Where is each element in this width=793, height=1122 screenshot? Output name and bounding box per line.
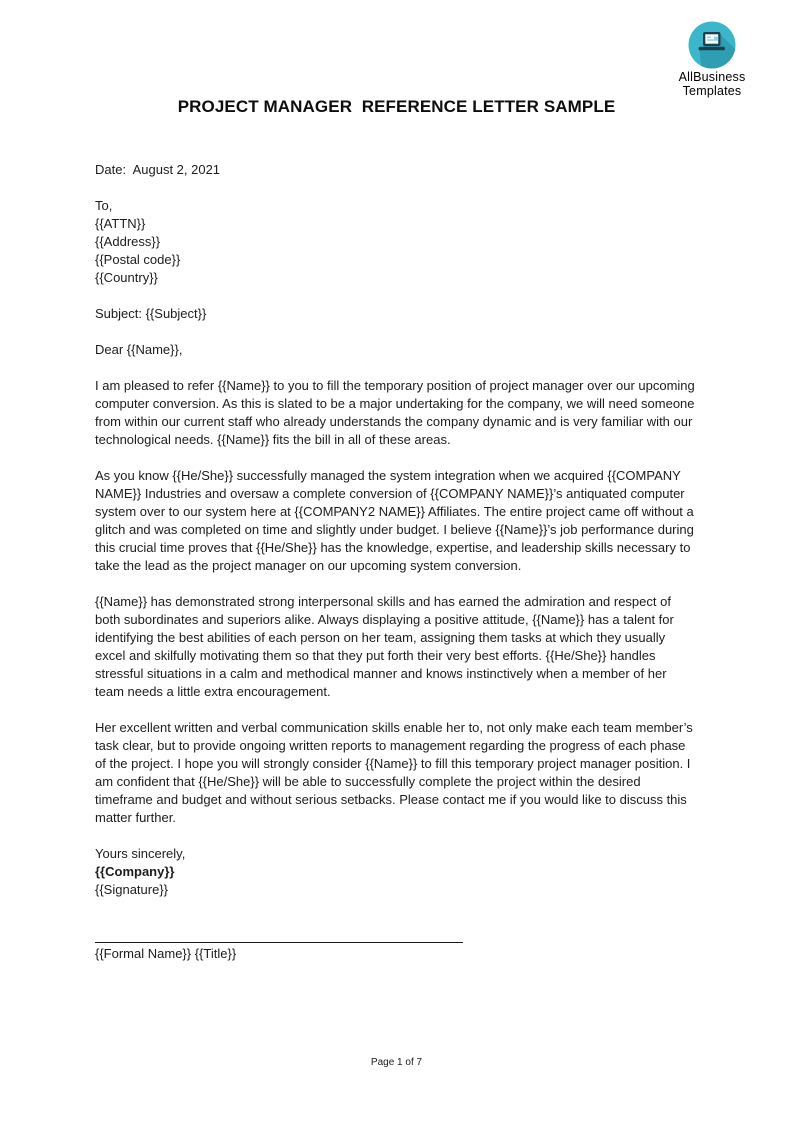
closing-company: {{Company}}: [95, 864, 175, 879]
recipient-line-attn: {{ATTN}}: [95, 216, 146, 231]
body-paragraph-2: As you know {{He/She}} successfully managed the system integration when we acquired {{COMPANY NAME}} Industries and oversaw a complete conversion of {{COMPANY NAME}}’s antiquated computer system over to our system here at {{COMPANY2 NAME}} Affiliates. The entire project came off without a glitch and was completed on time and slightly under budget. I believe {{Name}}’s job performance during this crucial time proves that {{He/She}} has the knowledge, expertise, and leadership skills necessary to take the lead as the project manager on our upcoming system conversion.: [95, 468, 694, 573]
logo-brand-line1: AllBusiness: [678, 70, 746, 84]
recipient-line-postal-code: {{Postal code}}: [95, 252, 181, 267]
body-paragraph-1: I am pleased to refer {{Name}} to you to fill the temporary position of project manager over our upcoming computer conversion. As this is slated to be a major undertaking for the company, we will need someone from within our current staff who already understands the company dynamic and is very familiar with our technological needs. {{Name}} fits the bill in all of these areas.: [95, 378, 695, 447]
page-number: Page 1 of 7: [370, 1057, 423, 1068]
logo-brand-line2: Templates: [682, 83, 742, 98]
closing-block: [95, 845, 699, 899]
allbusiness-logo: [673, 21, 751, 98]
laptop-logo-icon: [688, 21, 736, 69]
signature-line: [95, 942, 463, 943]
body-paragraph-4: Her excellent written and verbal communication skills enable her to, not only make each team member’s task clear, but to provide ongoing written reports to management regarding the progress of each phase of the project. I hope you will strongly consider {{Name}} to fill this temporary project manager position. I am confident that {{He/She}} will be able to successfully complete the project within the desired timeframe and budget and without serious setbacks. Please contact me if you would like to discuss this matter further.: [95, 720, 693, 825]
letter-body: [95, 161, 699, 963]
closing-signature: {{Signature}}: [95, 882, 169, 897]
date-line: Date: August 2, 2021: [95, 162, 221, 177]
subject-line: Subject: {{Subject}}: [95, 306, 207, 321]
laptop-screen-line: [707, 37, 711, 39]
page-title: PROJECT MANAGER REFERENCE LETTER SAMPLE: [177, 97, 616, 116]
recipient-block: [95, 197, 699, 287]
recipient-line-to: To,: [95, 198, 113, 213]
recipient-line-country: {{Country}}: [95, 270, 158, 285]
body-paragraph-3: {{Name}} has demonstrated strong interpersonal skills and has earned the admiration and respect of both subordinates and superiors alike. Always displaying a positive attitude, {{Name}} has a talent for identifying the best abilities of each person on her team, assigning them tasks at which they usually excel and skilfully motivating them so that they put forth their very best efforts. {{He/She}} handles stressful situations in a calm and methodical manner and knows instinctively when a member of her team needs a little extra encouragement.: [95, 594, 674, 699]
valediction: Yours sincerely,: [95, 846, 186, 861]
recipient-line-address: {{Address}}: [95, 234, 161, 249]
signature-caption: {{Formal Name}} {{Title}}: [95, 946, 237, 961]
laptop-base: [699, 47, 726, 51]
laptop-screen-block: [714, 37, 718, 41]
laptop-screen-line: [707, 39, 714, 41]
salutation: Dear {{Name}},: [95, 342, 183, 357]
